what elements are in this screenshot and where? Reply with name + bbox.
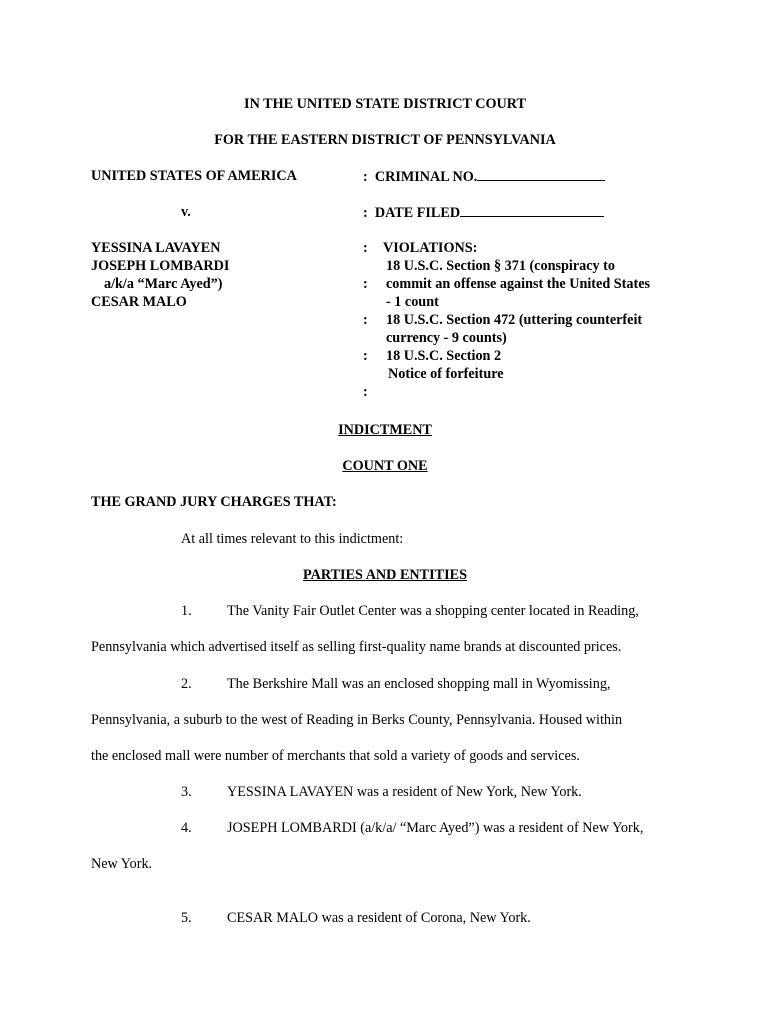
paragraph-text: CESAR MALO was a resident of Corona, New York. bbox=[227, 910, 531, 926]
violation-line: 18 U.S.C. Section 472 (uttering counterfeit bbox=[386, 312, 643, 328]
caption-colon: : bbox=[363, 312, 368, 328]
indictment-heading: INDICTMENT bbox=[338, 422, 432, 438]
caption-colon: : bbox=[363, 348, 368, 364]
defendant-2: JOSEPH LOMBARDI bbox=[91, 258, 230, 274]
violation-line: 18 U.S.C. Section § 371 (conspiracy to bbox=[386, 258, 615, 274]
paragraph-number: 1. bbox=[181, 603, 192, 619]
paragraph-number: 5. bbox=[181, 910, 192, 926]
defendant-1: YESSINA LAVAYEN bbox=[91, 240, 221, 256]
date-filed-blank bbox=[460, 203, 604, 217]
paragraph-text: Pennsylvania, a suburb to the west of Reading in Berks County, Pennsylvania. Housed within bbox=[91, 712, 623, 728]
plaintiff: UNITED STATES OF AMERICA bbox=[91, 168, 297, 184]
defendant-3: CESAR MALO bbox=[91, 294, 187, 310]
grand-jury-charges: THE GRAND JURY CHARGES THAT: bbox=[91, 494, 337, 510]
paragraph-number: 3. bbox=[181, 784, 192, 800]
paragraph-text: JOSEPH LOMBARDI (a/k/a/ “Marc Ayed”) was a resident of New York, bbox=[227, 820, 644, 836]
parties-heading: PARTIES AND ENTITIES bbox=[302, 567, 468, 583]
caption-colon: : bbox=[363, 384, 368, 400]
paragraph-text: YESSINA LAVAYEN was a resident of New York, New York. bbox=[227, 784, 582, 800]
criminal-no: : CRIMINAL NO. bbox=[363, 167, 605, 186]
violation-line: currency - 9 counts) bbox=[386, 330, 507, 346]
violation-line: - 1 count bbox=[386, 294, 439, 310]
criminal-no-blank bbox=[477, 167, 605, 181]
district-title: FOR THE EASTERN DISTRICT OF PENNSYLVANIA bbox=[214, 132, 556, 148]
paragraph-text: Pennsylvania which advertised itself as selling first-quality name brands at discounted prices. bbox=[91, 639, 622, 655]
paragraph-number: 2. bbox=[181, 676, 192, 692]
violation-line: 18 U.S.C. Section 2 bbox=[386, 348, 502, 364]
paragraph-text: The Vanity Fair Outlet Center was a shopping center located in Reading, bbox=[227, 603, 639, 619]
date-filed: : DATE FILED bbox=[363, 203, 604, 222]
defendant-2-alias: a/k/a “Marc Ayed”) bbox=[104, 276, 223, 292]
caption-colon: : bbox=[363, 240, 368, 256]
paragraph-text: The Berkshire Mall was an enclosed shopping mall in Wyomissing, bbox=[227, 676, 611, 692]
relevant-times: At all times relevant to this indictment: bbox=[181, 531, 404, 547]
paragraph-text: New York. bbox=[91, 856, 153, 872]
paragraph-number: 4. bbox=[181, 820, 192, 836]
versus: v. bbox=[181, 204, 191, 220]
count-heading: COUNT ONE bbox=[342, 458, 428, 474]
violation-line: commit an offense against the United States bbox=[386, 276, 651, 292]
court-title: IN THE UNITED STATE DISTRICT COURT bbox=[244, 96, 526, 112]
paragraph-text: the enclosed mall were number of merchants that sold a variety of goods and services. bbox=[91, 748, 580, 764]
caption-colon: : bbox=[363, 276, 368, 292]
violation-line: Notice of forfeiture bbox=[388, 366, 504, 382]
violations-label: VIOLATIONS: bbox=[383, 240, 478, 256]
